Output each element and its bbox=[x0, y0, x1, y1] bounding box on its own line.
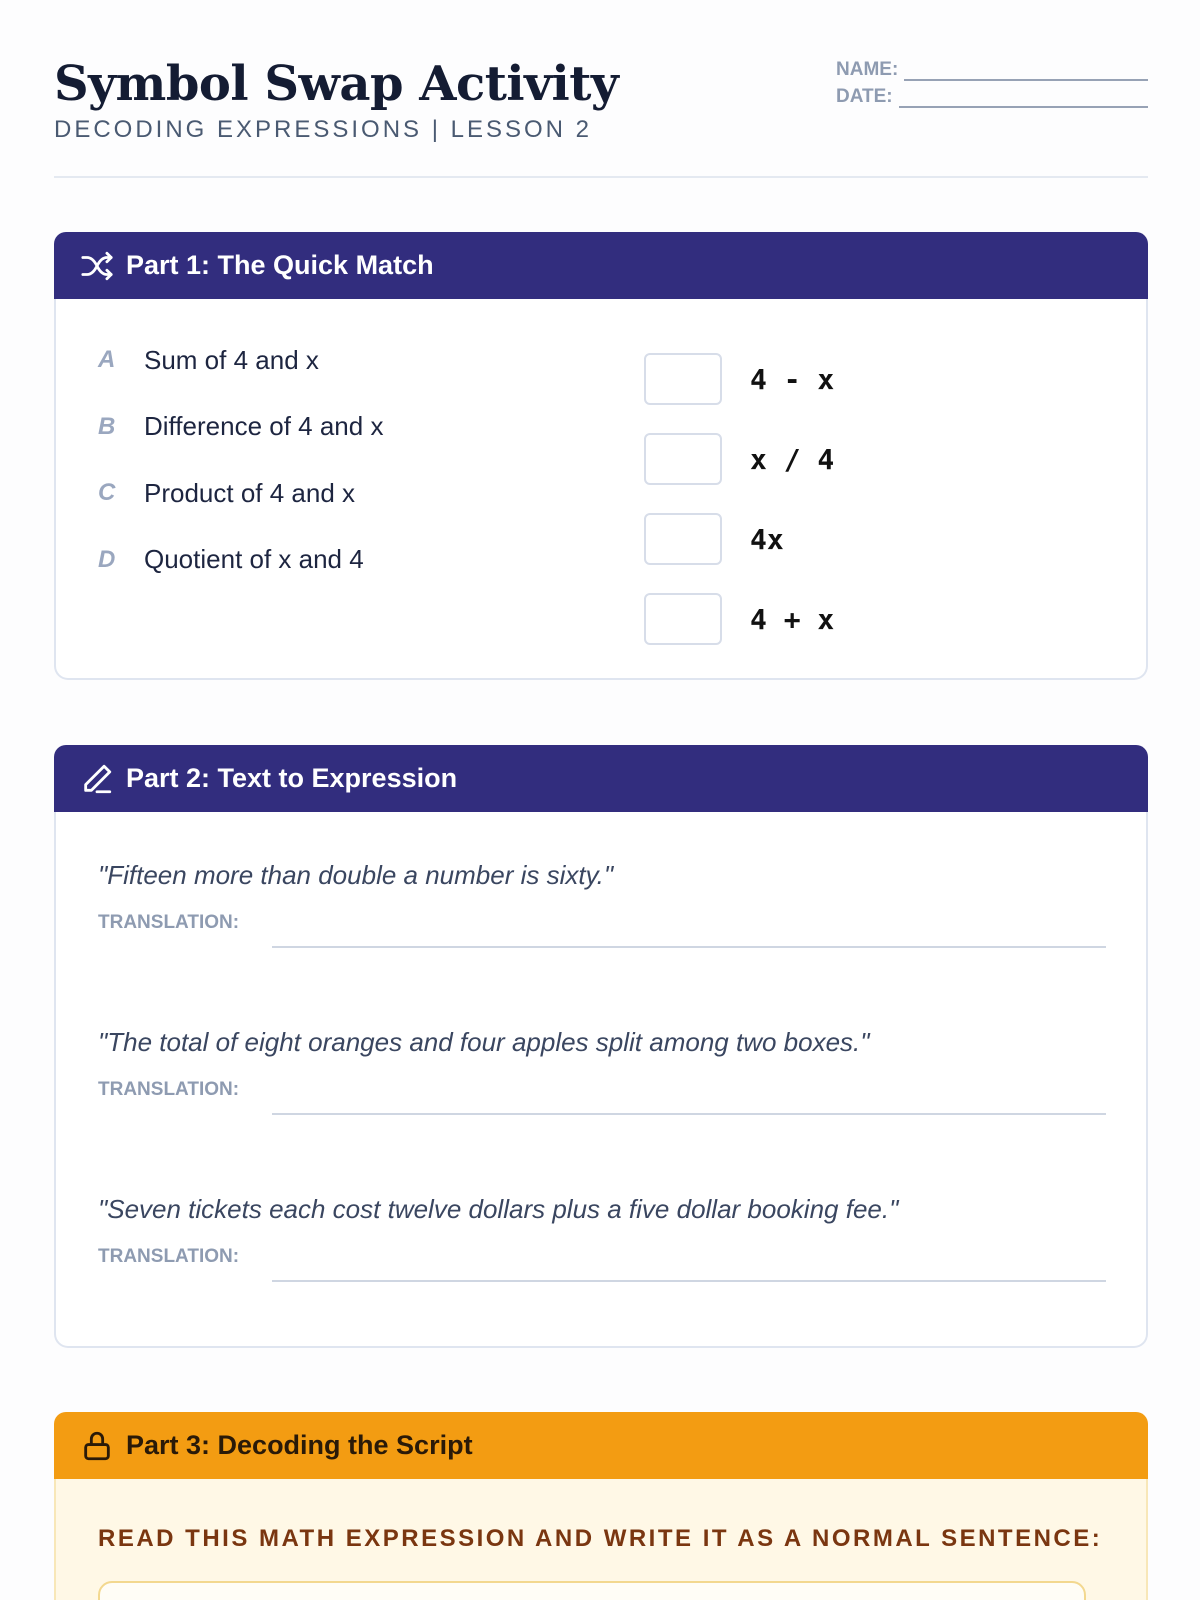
part1-title: Part 1: The Quick Match bbox=[126, 250, 434, 280]
prompt-text: "Fifteen more than double a number is sixty." bbox=[98, 860, 614, 890]
match-phrases bbox=[98, 327, 383, 593]
part1-header bbox=[54, 232, 1148, 299]
match-item bbox=[98, 460, 383, 527]
match-option bbox=[644, 419, 834, 499]
match-phrase: Quotient of x and 4 bbox=[144, 544, 364, 575]
part2-section bbox=[54, 745, 1148, 1348]
part1-section bbox=[54, 232, 1148, 680]
translation-row bbox=[98, 912, 1106, 948]
translation-row bbox=[98, 1079, 1106, 1115]
match-item bbox=[98, 327, 383, 394]
match-item bbox=[98, 394, 383, 461]
part3-title: Part 3: Decoding the Script bbox=[126, 1430, 473, 1460]
match-expression: 4x bbox=[750, 522, 784, 556]
translation-input[interactable] bbox=[272, 912, 1106, 948]
shuffle-icon bbox=[80, 249, 114, 283]
translation-label: TRANSLATION: bbox=[98, 912, 240, 933]
match-phrase: Sum of 4 and x bbox=[144, 344, 319, 375]
match-option bbox=[644, 339, 834, 419]
part2-title: Part 2: Text to Expression bbox=[126, 763, 458, 793]
match-phrase: Product of 4 and x bbox=[144, 477, 356, 508]
match-letter: D bbox=[98, 545, 116, 573]
translation-label: TRANSLATION: bbox=[98, 1246, 240, 1267]
match-expression: x / 4 bbox=[750, 442, 835, 476]
answer-box[interactable] bbox=[644, 433, 722, 485]
match-expression: 4 - x bbox=[750, 362, 835, 396]
translation-input[interactable] bbox=[272, 1079, 1106, 1115]
match-option bbox=[644, 579, 834, 659]
name-field[interactable] bbox=[904, 61, 1148, 81]
page-subtitle: DECODING EXPRESSIONS | LESSON 2 bbox=[54, 116, 593, 143]
match-phrase: Difference of 4 and x bbox=[144, 411, 384, 442]
part3-section bbox=[54, 1412, 1148, 1600]
date-label: DATE: bbox=[836, 86, 893, 107]
part1-body bbox=[54, 299, 1148, 680]
expression-box bbox=[98, 1581, 1086, 1600]
part3-header bbox=[54, 1412, 1148, 1479]
part3-body bbox=[54, 1479, 1148, 1600]
match-options bbox=[644, 339, 834, 659]
match-letter: A bbox=[98, 346, 116, 374]
part2-body bbox=[54, 812, 1148, 1348]
name-row bbox=[836, 54, 1148, 81]
translation-input[interactable] bbox=[272, 1246, 1106, 1282]
answer-box[interactable] bbox=[644, 593, 722, 645]
answer-box[interactable] bbox=[644, 353, 722, 405]
answer-box[interactable] bbox=[644, 513, 722, 565]
translation-label: TRANSLATION: bbox=[98, 1079, 240, 1100]
date-row bbox=[836, 81, 1148, 108]
match-letter: B bbox=[98, 412, 116, 440]
match-expression: 4 + x bbox=[750, 602, 835, 636]
part2-header bbox=[54, 745, 1148, 812]
name-label: NAME: bbox=[836, 59, 899, 80]
date-field[interactable] bbox=[899, 88, 1148, 108]
prompt-text: "Seven tickets each cost twelve dollars plus a five dollar booking fee." bbox=[98, 1194, 899, 1224]
part3-instruction: READ THIS MATH EXPRESSION AND WRITE IT AS A NORMAL SENTENCE: bbox=[98, 1525, 1103, 1552]
lock-icon bbox=[80, 1429, 114, 1463]
worksheet-page bbox=[54, 0, 1148, 1552]
translation-row bbox=[98, 1246, 1106, 1282]
worksheet-header bbox=[54, 0, 1148, 178]
pencil-icon bbox=[80, 762, 114, 796]
prompt-text: "The total of eight oranges and four apples split among two boxes." bbox=[98, 1027, 870, 1057]
student-info bbox=[836, 54, 1148, 108]
match-letter: C bbox=[98, 479, 116, 507]
page-title: Symbol Swap Activity bbox=[54, 56, 619, 112]
match-option bbox=[644, 499, 834, 579]
match-item bbox=[98, 527, 383, 594]
